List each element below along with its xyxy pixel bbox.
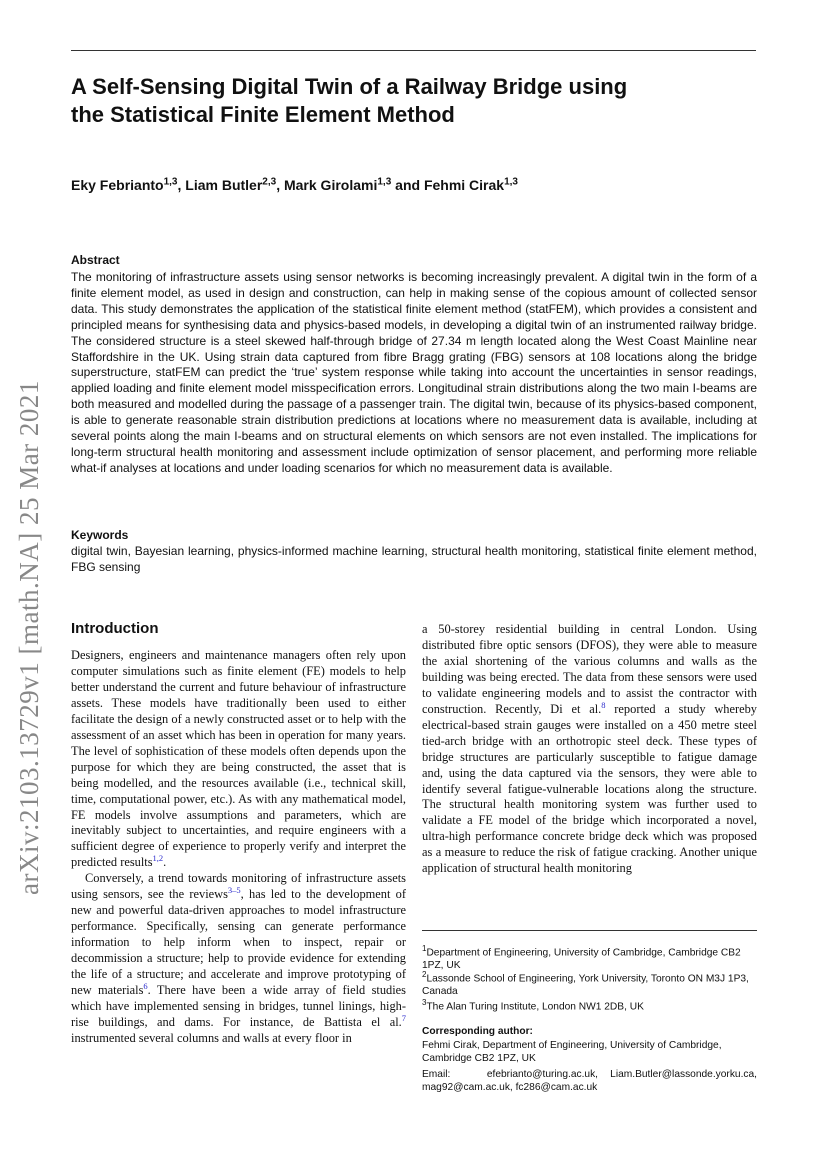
introduction-column-left <box>71 648 406 1047</box>
corresponding-author-text: Fehmi Cirak, Department of Engineering, University of Cambridge, Cambridge CB2 1PZ, UK <box>422 1040 722 1064</box>
author-affiliation: 1,3 <box>377 176 392 187</box>
introduction-paragraph-2-continued: a 50-storey residential building in central London. Using distributed fibre optic sensors (DFOS), they were able to measure the axial shortening of the various columns and walls as the building was being erected. The data from these sensors were used to validate engineering models and to assist the contractor with construction. Recently, Di et al.$^8$ reported a study whereby electrical-based strain gauges were installed on a 450 metre steel tied-arch bridge with an orthotropic steel deck. These types of bridge structures are particularly susceptible to fatigue damage and, using the data captured via the sensors, they were able to identify several fatigue-vulnerable locations along the structure. The structural health monitoring system was further used to validate a FE model of the bridge which incorporated a novel, ultra-high performance concrete bridge deck which was proposed as a measure to reduce the risk of fatigue cracking. Another unique application of structural health monitoring <box>422 622 757 876</box>
abstract-text: The monitoring of infrastructure assets using sensor networks is becoming increasingly prevalent. A digital twin in the form of a finite element model, as used in design and construction, can help in making sense of the copious amount of collected sensor data. This study demonstrates the application of the statistical finite element method (statFEM), which provides a consistent and principled means for synthesising data and physics-based models, in developing a digital twin of an instrumented railway bridge. The considered structure is a steel skewed half-through bridge of 27.34 m length located along the West Coast Mainline near Staffordshire in the UK. Using strain data captured from fibre Bragg grating (FBG) sensors at 108 locations along the bridge superstructure, statFEM can predict the ‘true’ system response while taking into account the uncertainties in sensor readings, applied loading and finite element model misspecification errors. Longitudinal strain distributions along the two main I-beams are both measured and modelled during the passage of a passenger train. The digital twin, because of its physics-based component, is able to generate reasonable strain distribution predictions at locations where no measurement data is available, including at several points along the main I-beams and on structural elements on which sensors are not even installed. The implications for long-term structural health monitoring and assessment include optimization of sensor placement, and performing more reliable what-if analyses at locations and under loading scenarios for which no measurement data is available. <box>71 270 757 475</box>
author-affiliation: 1,3 <box>504 176 518 187</box>
author-affiliation: 1,3 <box>163 176 178 187</box>
affiliation-footnote: $^1$Department of Engineering, University of Cambridge, Cambridge CB2 1PZ, UK <box>422 944 741 972</box>
top-rule <box>71 50 756 51</box>
introduction-heading: Introduction <box>71 620 159 637</box>
introduction-paragraph-2: Conversely, a trend towards monitoring of infrastructure assets using sensors, see the reviews$^{3-5}$, has led to the development of new and powerful data-driven approaches to model infrastructure performance. Specifically, sensing can generate performance information to help inform when to inspect, repair or decommission a structure; help to provide evidence for extending the life of a structure; and accelerate and improve prototyping of new materials$^6$. There have been a wide array of field studies which have implemented sensing in bridges, tunnel linings, high-rise buildings, and dams. For instance, de Battista el al.$^7$ instrumented several columns and walls at every floor in <box>71 871 406 1045</box>
citation-link[interactable]: 7 <box>401 1012 406 1023</box>
paper-title: A Self-Sensing Digital Twin of a Railway Bridge using the Statistical Finite Element Method <box>71 74 628 127</box>
corresponding-author-heading: Corresponding author: <box>422 1026 533 1037</box>
email-label: Email: <box>422 1069 451 1080</box>
arxiv-stamp: arXiv:2103.13729v1 [math.NA] 25 Mar 2021 <box>14 380 44 895</box>
citation-link[interactable]: 1,2 <box>152 853 164 864</box>
author: Liam Butler$^{2,3}$, <box>185 176 284 193</box>
footnote-rule <box>422 930 757 931</box>
author-list <box>71 176 518 193</box>
affiliation-footnote: $^2$Lassonde School of Engineering, York University, Toronto ON M3J 1P3, Canada <box>422 970 749 998</box>
keywords-heading: Keywords <box>71 528 129 542</box>
citation-link[interactable]: 8 <box>601 699 606 710</box>
citation-link[interactable]: 6 <box>143 980 148 991</box>
author-affiliation: 2,3 <box>262 176 277 187</box>
author: Fehmi Cirak$^{1,3}$ <box>423 176 518 193</box>
citation-link[interactable]: 3–5 <box>227 885 241 896</box>
introduction-column-right <box>422 622 757 877</box>
email-addresses[interactable]: efebrianto@turing.ac.uk, Liam.Butler@lassonde.yorku.ca, mag92@cam.ac.uk, fc286@cam.ac.uk <box>422 1069 757 1093</box>
abstract-heading: Abstract <box>71 253 120 267</box>
paragraph-tail: reported a study whereby electrical-based strain gauges were installed on a 450 metre steel tied-arch bridge with an orthotropic steel deck. These types of bridge structures are particularly susceptible to fatigue damage and, using the data captured via the sensors, they were able to identify several fatigue-vulnerable locations along the structure. The structural health monitoring system was further used to validate a FE model of the bridge which incorporated a novel, ultra-high performance concrete bridge deck which was proposed as a measure to reduce the risk of fatigue cracking. Another unique application of structural health monitoring <box>422 701 757 876</box>
email-footnote <box>422 1068 757 1094</box>
author: Mark Girolami$^{1,3}$ and <box>283 176 424 193</box>
introduction-paragraph-1: Designers, engineers and maintenance managers often rely upon computer simulations such as finite element (FE) models to help better understand the current and future behaviour of infrastructure assets. These models have traditionally been used to either facilitate the design of a newly constructed asset or to help with the assessment of an asset which has been in operation for many years. The level of sophistication of these models often depends upon the purpose for which they are being constructed, the asset that is being modelled, and the resources available (i.e., technical skill, time, computational power, etc.). As with any mathematical model, FE models involve assumptions and parameters, which are inevitably subject to uncertainties, and require engineers with a sufficient degree of experience to properly verify and interpret the predicted results$^{1,2}$. <box>71 648 406 870</box>
author: Eky Febrianto$^{1,3}$, <box>71 176 186 193</box>
keywords-text: digital twin, Bayesian learning, physics-informed machine learning, structural health monitoring, statistical finite element method, FBG sensing <box>71 544 757 574</box>
affiliation-footnote: $^3$The Alan Turing Institute, London NW1 2DB, UK <box>422 998 644 1013</box>
paragraph-continues: instrumented several columns and walls at every floor in <box>71 1030 352 1045</box>
